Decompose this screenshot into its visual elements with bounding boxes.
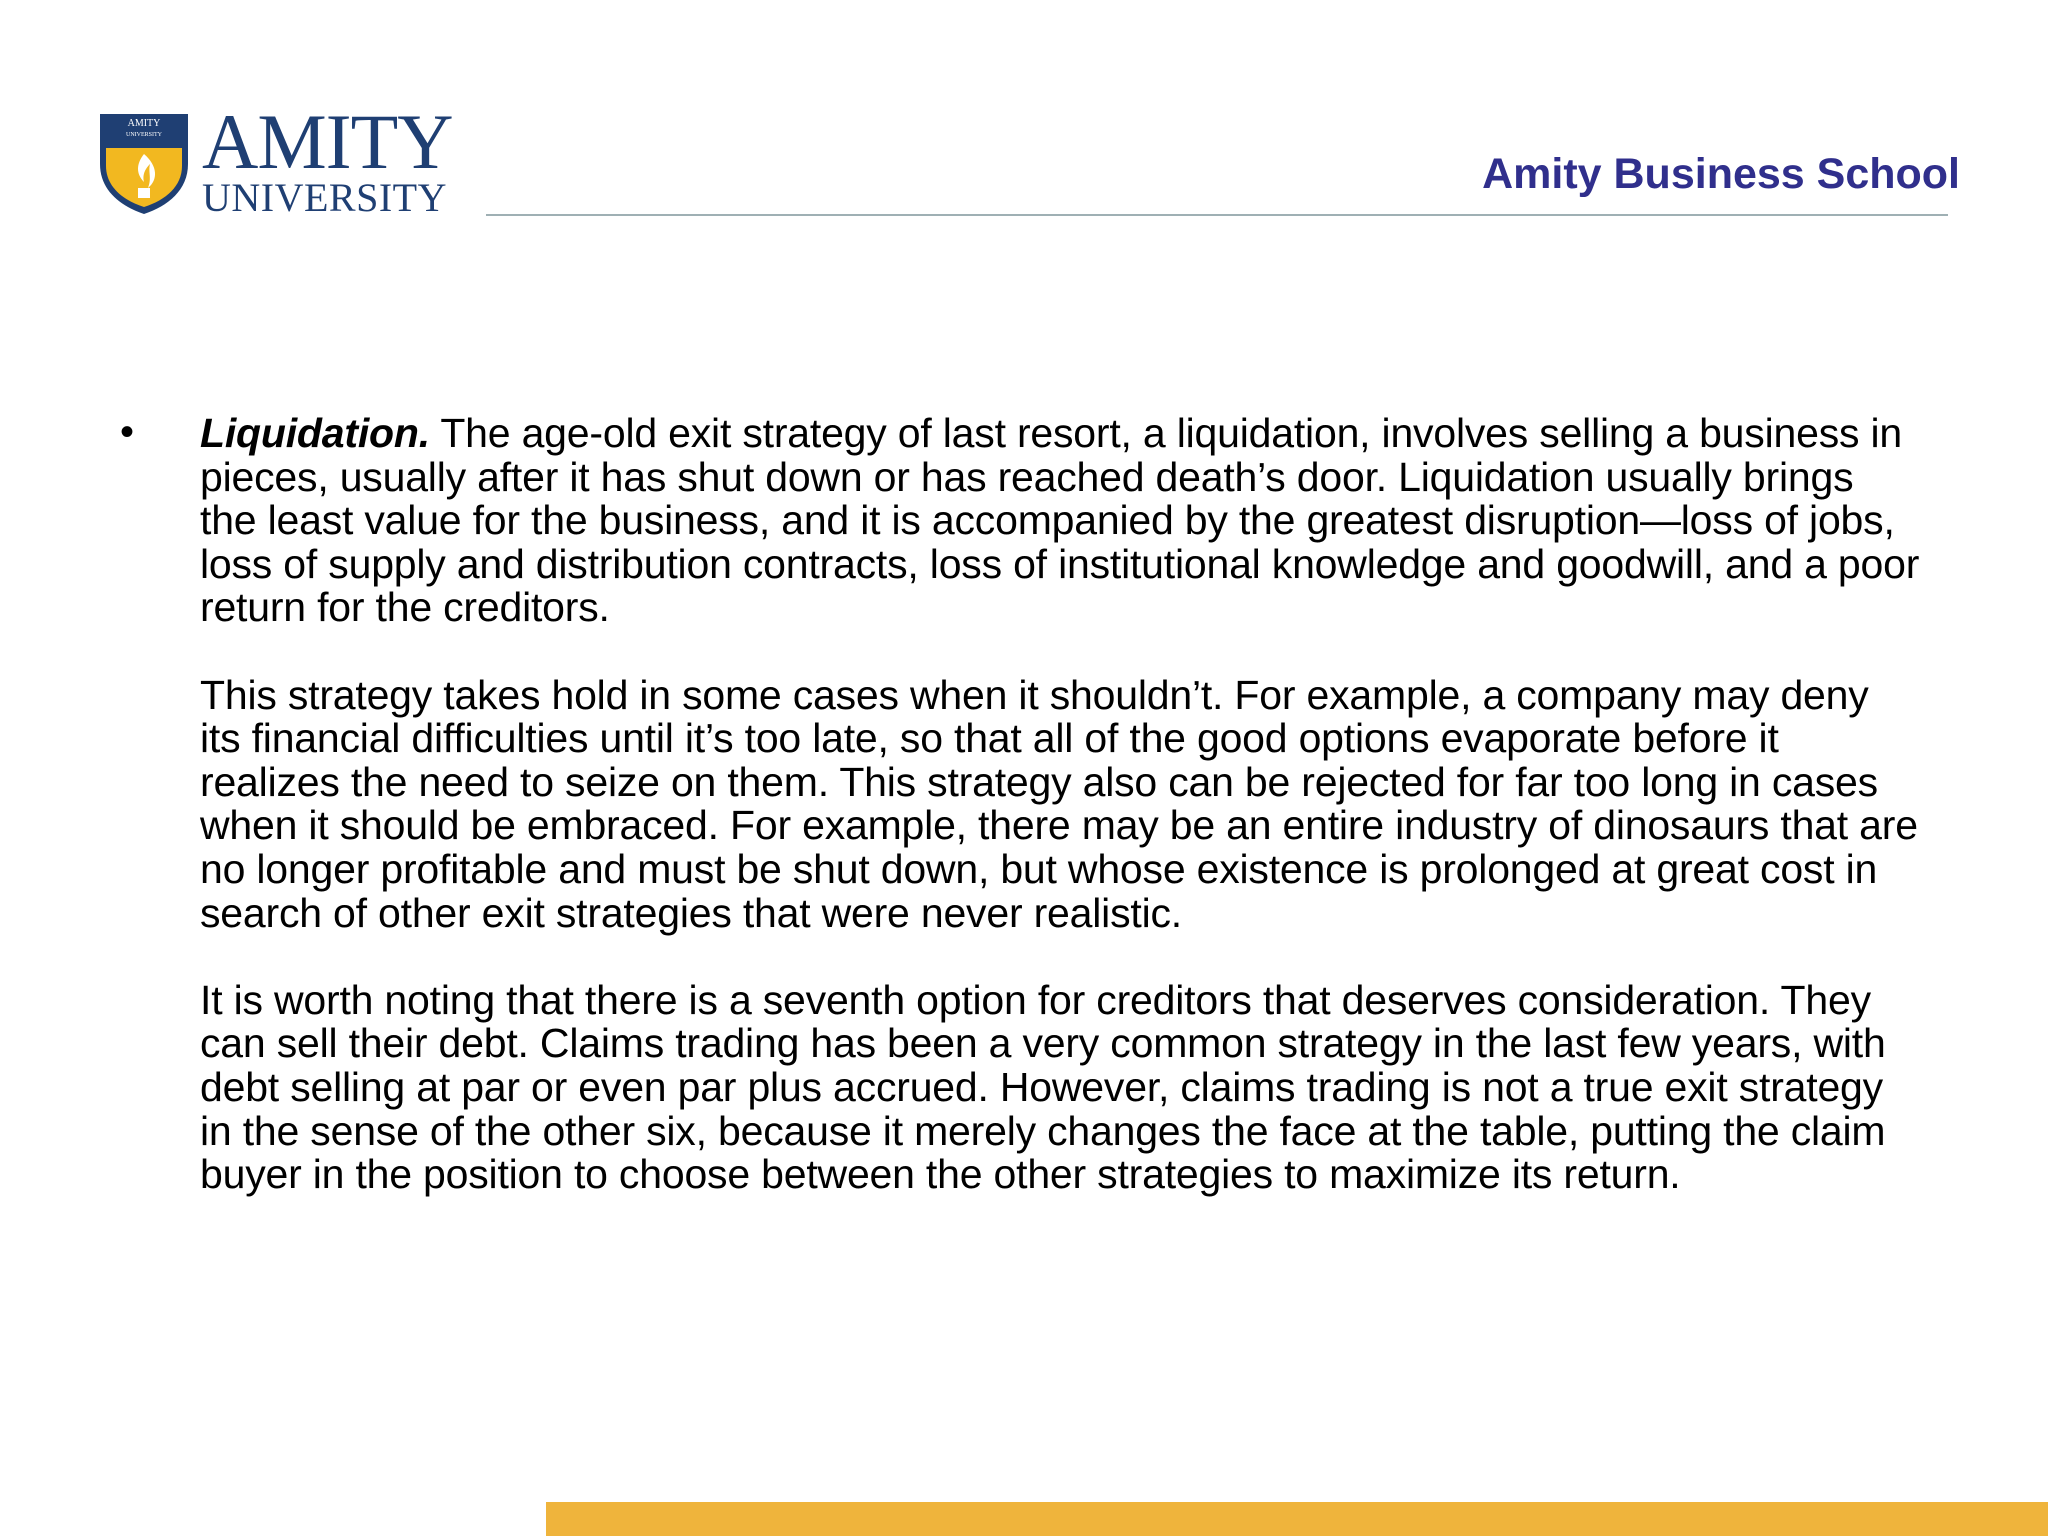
paragraph-claims-trading: It is worth noting that there is a seventh option for creditors that deserves consideration. They can sell their debt. Claims trading has been a very common strategy in the last few years, with debt selling at par or even par plus accrued. However, claims trading is not a true exit strategy in the sense of the other six, because it merely changes the face at the table, putting the claim buyer in the position to choose between the other strategies to maximize its return.	[200, 976, 1886, 1198]
paragraph-strategy: This strategy takes hold in some cases when it shouldn’t. For example, a company may deny its financial difficulties until it’s too late, so that all of the good options evaporate before it realizes the need to seize on them. This strategy also can be rejected for far too long in cases when it should be embraced. For example, there may be an entire industry of dinosaurs that are no longer profitable and must be shut down, but whose existence is prolonged at great cost in search of other exit strategies that were never realistic.	[200, 671, 1918, 936]
paragraph-liquidation	[200, 412, 1920, 630]
footer-accent-bar	[546, 1502, 2048, 1536]
slide-content	[120, 412, 1920, 1240]
amity-university-logo	[96, 98, 453, 220]
paragraph-liquidation-text: The age-old exit strategy of last resort, a liquidation, involves selling a business in pieces, usually after it has shut down or has reached death’s door. Liquidation usually brings the least value for the business, and it is accompanied by the greatest disruption—loss of jobs, loss of supply and distribution contracts, loss of institutional knowledge and goodwill, and a poor return for the creditors.	[200, 410, 1920, 631]
crest-text: AMITY	[127, 118, 161, 129]
term-liquidation: Liquidation.	[200, 410, 430, 456]
header-divider	[486, 214, 1948, 216]
logo-name: AMITY	[202, 98, 453, 185]
logo-subtitle: UNIVERSITY	[202, 175, 447, 220]
bullet-icon: •	[120, 410, 135, 454]
amity-crest-icon	[96, 108, 192, 216]
bullet-item-liquidation	[120, 412, 1920, 1197]
crest-subtext: UNIVERSITY	[126, 132, 162, 138]
school-name: Amity Business School	[1482, 150, 1960, 198]
logo-wordmark	[202, 98, 453, 220]
